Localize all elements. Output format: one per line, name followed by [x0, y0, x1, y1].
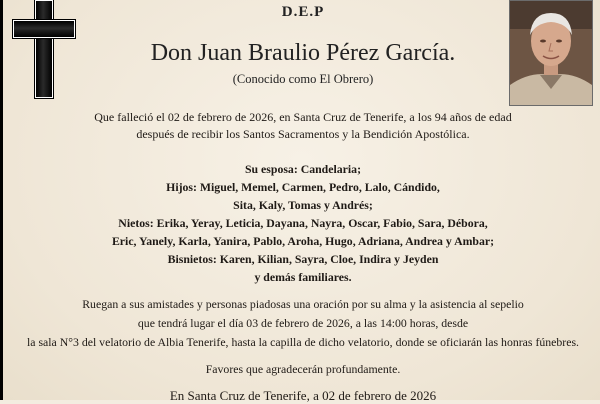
death-notice-line: después de recibir los Santos Sacramentos y la Bendición Apostólica. [136, 127, 470, 141]
deceased-name: Don Juan Braulio Pérez García. [150, 40, 456, 66]
family-line: Su esposa: Candelaria; [244, 162, 362, 176]
service-notice-line: Ruegan a sus amistades y personas piadosas una oración por su alma y la asistencia al sepelio [82, 297, 524, 311]
thanks-text: Favores que agradecerán profundamente. [205, 362, 401, 376]
family-line: Bisnietos: Karen, Kilian, Sayra, Cloe, Indira y Jeyden [167, 252, 439, 266]
family-line: Eric, Yanely, Karla, Yanira, Pablo, Aroha, Hugo, Adriana, Andrea y Ambar; [111, 234, 495, 248]
service-notice-line: que tendrá lugar el día 03 de febrero de 2026, a las 14:00 horas, desde [137, 316, 469, 330]
death-notice-line: Que falleció el 02 de febrero de 2026, en Santa Cruz de Tenerife, a los 94 años de edad [94, 110, 512, 124]
closing-text: En Santa Cruz de Tenerife, a 02 de febrero de 2026 [169, 388, 437, 403]
family-list [3, 160, 600, 286]
family-line: y demás familiares. [254, 270, 352, 284]
family-line: Nietos: Erika, Yeray, Leticia, Dayana, Nayra, Oscar, Fabio, Sara, Débora, [118, 216, 488, 230]
dep-heading: D.E.P [281, 4, 325, 20]
family-line: Sita, Kaly, Tomas y Andrés; [233, 198, 373, 212]
deceased-alias: (Conocido como El Obrero) [232, 72, 374, 86]
service-notice-line: la sala N°3 del velatorio de Albia Tenerife, hasta la capilla de dicho velatorio, donde se oficiarán las honras fúnebres. [26, 335, 580, 349]
family-line: Hijos: Miguel, Memel, Carmen, Pedro, Lalo, Cándido, [166, 180, 440, 194]
service-notice [3, 295, 600, 352]
death-notice [3, 109, 600, 143]
